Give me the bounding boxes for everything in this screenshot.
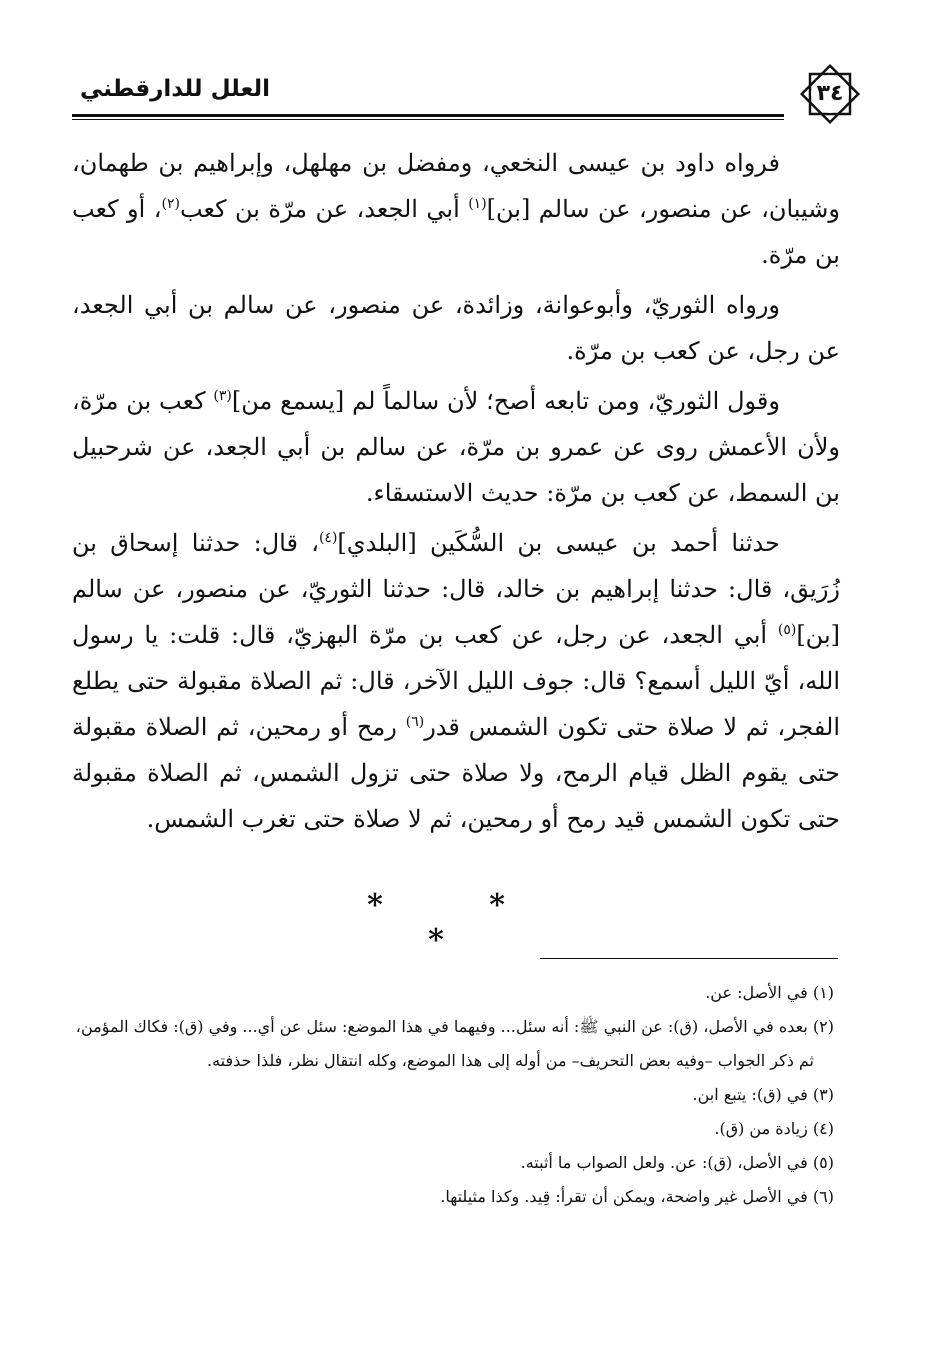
footnote-ref-4: (٤): [318, 530, 338, 546]
footnote-1: (١) في الأصل: عن.: [705, 983, 834, 1002]
page-number: ٣٤: [816, 81, 844, 106]
footnote-6: (٦) في الأصل غير واضحة، ويمكن أن تقرأ: قِيد. وكذا مثيلتها.: [440, 1187, 834, 1206]
footnote-ref-1: (١): [468, 196, 487, 212]
footnote-2: (٢) بعده في الأصل، (ق): عن النبي ﷺ: أنه سئل... وفيهما في هذا الموضع: سئل عن أي... وفي (ق): فكاك المؤمن،: [75, 1017, 834, 1036]
page-header: [72, 62, 872, 124]
footnote-ref-3: (٣): [213, 388, 232, 404]
paragraph-text: وقول الثوريّ، ومن تابعه أصح؛ لأن سالماً لم [يسمع من]: [231, 387, 780, 415]
footnote-ref-6: (٦): [405, 714, 425, 730]
footnote-ref-5: (٥): [777, 622, 797, 638]
footnote-ref-2: (٢): [161, 196, 180, 212]
paragraph-2: [72, 282, 840, 374]
footnote-rule: [540, 958, 838, 959]
footnotes: [60, 976, 840, 1214]
paragraph-text: كعب بن مرّة، ولأن الأعمش روى عن عمرو بن مرّة، عن سالم بن أبي الجعد، عن شرحبيل بن السمط، عن كعب بن مرّة: حديث الاستسقاء.: [72, 387, 840, 507]
footnote-3: (٣) في (ق): يتبع ابن.: [692, 1085, 834, 1104]
paragraph-text: ، أو كعب بن مرّة.: [72, 195, 840, 269]
paragraph-text: ، قال: حدثنا إسحاق بن زُرَيق، قال: حدثنا إبراهيم بن خالد، قال: حدثنا الثوريّ، عن منصور، عن سالم [بن]: [72, 529, 840, 649]
paragraph-text: أبي الجعد، عن مرّة بن كعب: [179, 195, 469, 223]
header-rule: [72, 114, 784, 120]
paragraph-text: أبي الجعد، عن رجل، عن كعب بن مرّة البهزيّ، قال: قلت: يا رسول الله، أيّ الليل أسمع؟ قال: جوف الليل الآخر، قال: ثم الصلاة مقبولة حتى يطلع الفجر، ثم لا صلاة حتى تكون الشمس قدر: [72, 621, 840, 741]
page-number-badge: [798, 62, 862, 126]
paragraph-3: [72, 378, 840, 516]
section-separator: * * *: [367, 888, 553, 958]
paragraph-text: فرواه داود بن عيسى النخعي، ومفضل بن مهلهل، وإبراهيم بن طهمان، وشيبان، عن منصور، عن سالم [بن]: [72, 149, 840, 223]
paragraph-4: [72, 520, 840, 842]
footnote-2-continued: ثم ذكر الجواب –وفيه بعض التحريف– من أوله إلى هذا الموضع، وكله انتقال نظر، فلذا حذفته.: [207, 1051, 814, 1070]
paragraph-1: [72, 140, 840, 278]
book-title: العلل للدارقطني: [80, 76, 270, 102]
paragraph-text: ورواه الثوريّ، وأبوعوانة، وزائدة، عن منصور، عن سالم بن أبي الجعد، عن رجل، عن كعب بن مرّة.: [72, 291, 840, 365]
paragraph-text: رمح أو رمحين، ثم الصلاة مقبولة حتى يقوم الظل قيام الرمح، ولا صلاة حتى تزول الشمس، ثم الصلاة مقبولة حتى تكون الشمس قيد رمح أو رمحين، ثم لا صلاة حتى تغرب الشمس.: [72, 713, 840, 833]
footnote-4: (٤) زيادة من (ق).: [714, 1119, 834, 1138]
footnote-5: (٥) في الأصل، (ق): عن. ولعل الصواب ما أثبته.: [520, 1153, 834, 1172]
main-text: [72, 140, 840, 846]
paragraph-text: حدثنا أحمد بن عيسى بن السُّكَين [البلدي]: [337, 529, 780, 557]
